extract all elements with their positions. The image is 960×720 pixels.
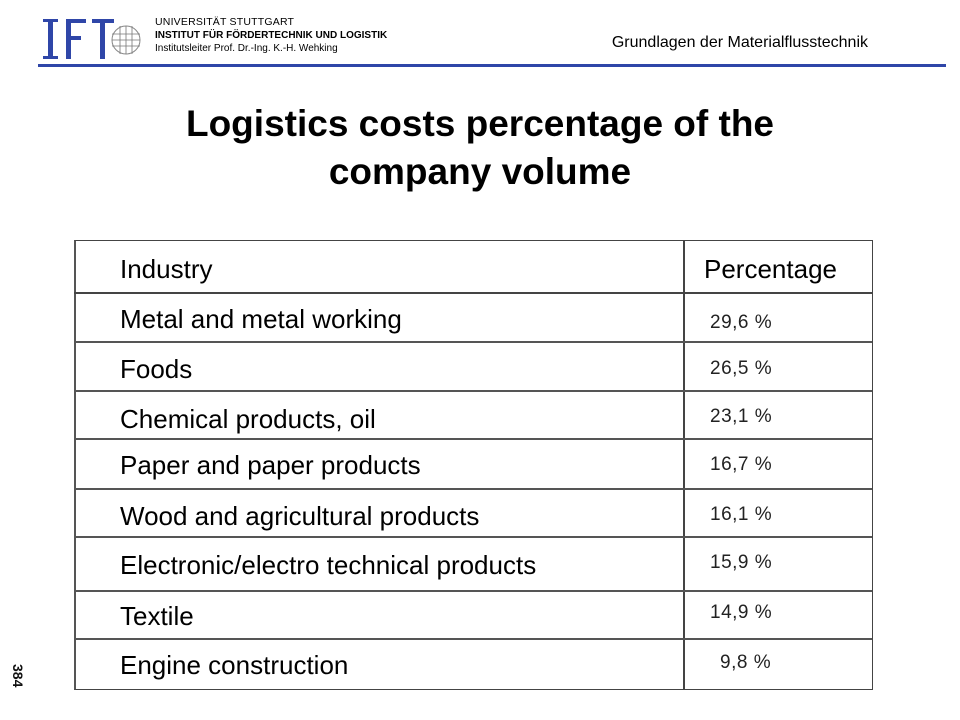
row-divider	[74, 638, 872, 640]
row-divider	[74, 341, 872, 343]
column-divider	[683, 240, 685, 690]
header-industry: Industry	[120, 254, 213, 284]
percentage-cell: 29,6 %	[710, 312, 773, 333]
ift-logo-icon	[42, 16, 142, 62]
row-divider	[74, 536, 872, 538]
percentage-cell: 26,5 %	[710, 358, 773, 379]
institute-head: Institutsleiter Prof. Dr.-Ing. K.-H. Wehking	[155, 43, 338, 54]
industry-cell: Textile	[120, 601, 194, 631]
industry-cell: Wood and agricultural products	[120, 501, 480, 531]
industry-cell: Engine construction	[120, 650, 349, 680]
university-name: UNIVERSITÄT STUTTGART	[155, 16, 295, 28]
percentage-cell: 16,1 %	[710, 504, 773, 525]
header-divider	[38, 64, 946, 67]
percentage-cell: 15,9 %	[710, 552, 773, 573]
slide-title-line1: Logistics costs percentage of the	[185, 103, 775, 144]
institute-name: INSTITUT FÜR FÖRDERTECHNIK UND LOGISTIK	[155, 30, 388, 41]
header-percentage: Percentage	[704, 254, 837, 284]
slide-title-line2: company volume	[328, 151, 632, 192]
industry-cell: Foods	[120, 354, 193, 384]
page-number: 384	[10, 664, 26, 688]
course-title: Grundlagen der Materialflusstechnik	[611, 34, 868, 51]
industry-cell: Electronic/electro technical products	[120, 550, 537, 580]
industry-cell: Paper and paper products	[120, 450, 421, 480]
percentage-cell: 14,9 %	[710, 602, 773, 623]
percentage-cell: 9,8 %	[720, 652, 772, 673]
industry-cell: Metal and metal working	[120, 304, 402, 334]
slide-header	[0, 0, 960, 70]
row-divider	[74, 438, 872, 440]
row-divider	[74, 488, 872, 490]
row-divider	[74, 292, 872, 294]
percentage-cell: 23,1 %	[710, 406, 773, 427]
row-divider	[74, 390, 872, 392]
row-divider	[74, 590, 872, 592]
percentage-cell: 16,7 %	[710, 454, 773, 475]
slide-title	[0, 100, 960, 196]
industry-cell: Chemical products, oil	[120, 404, 376, 434]
institute-block	[155, 16, 387, 55]
logistics-cost-table	[74, 240, 872, 690]
